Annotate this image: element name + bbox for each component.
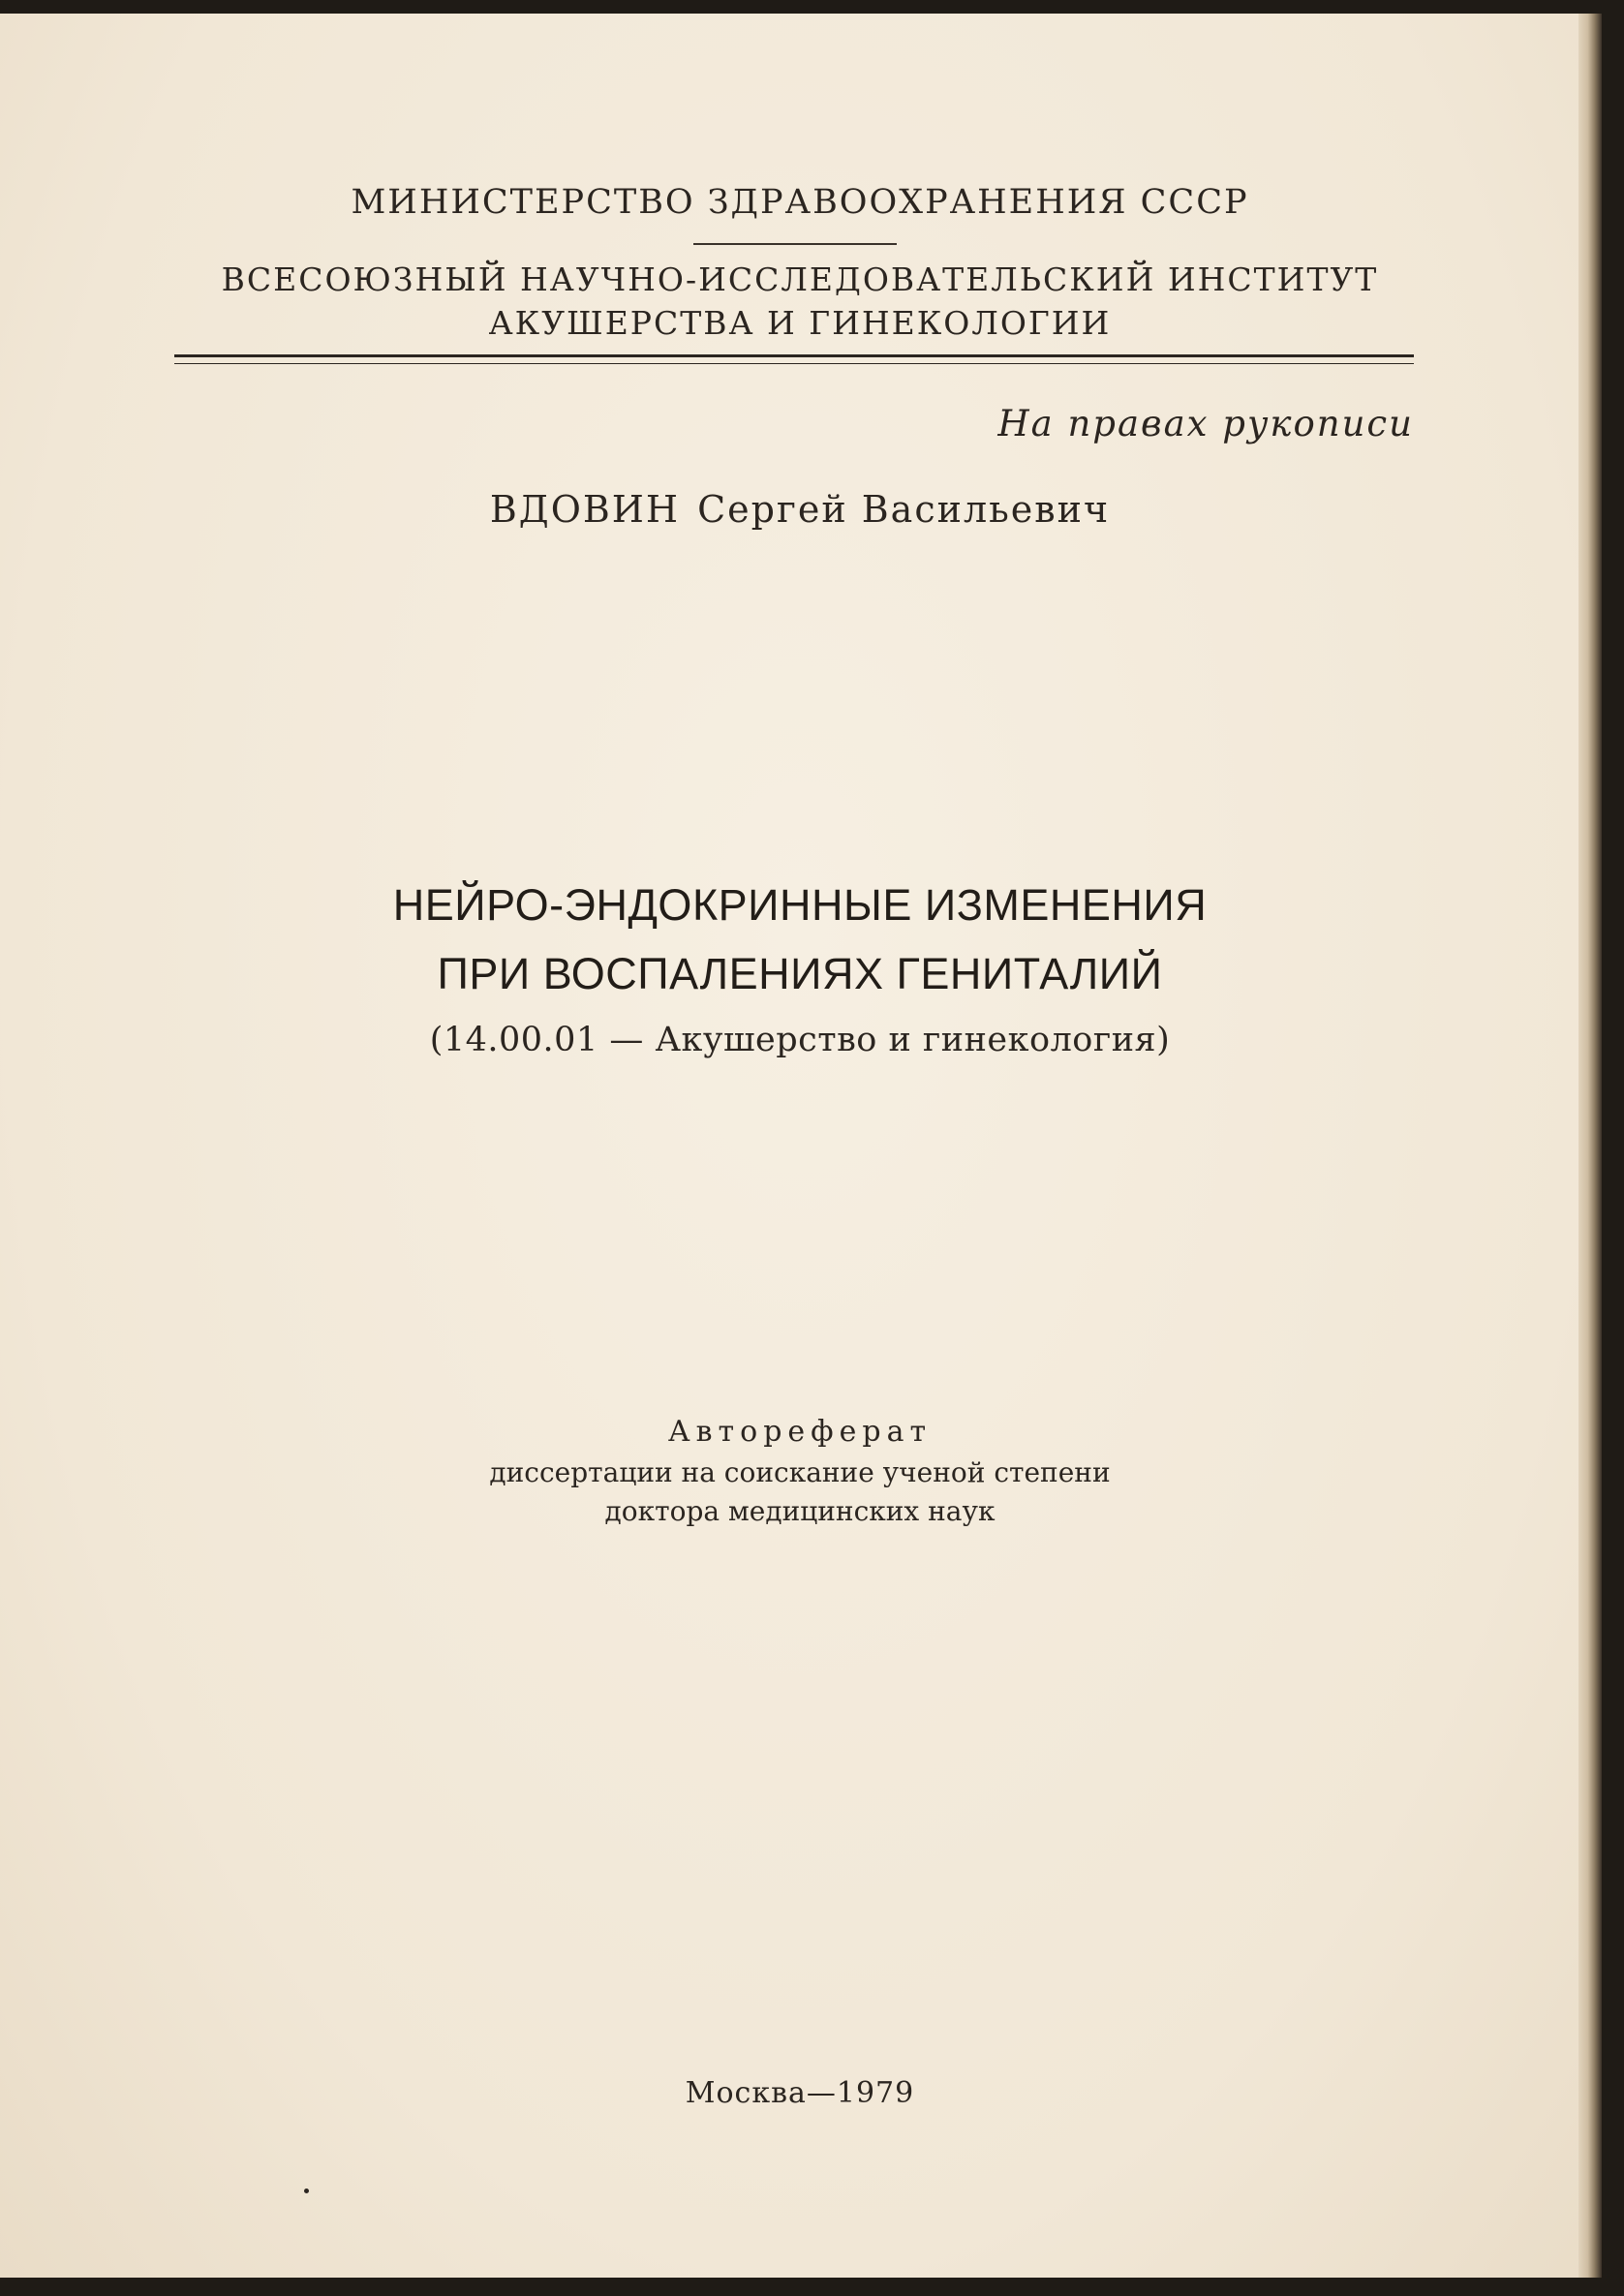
imprint-city-year: Москва—1979: [685, 2076, 915, 2110]
specialty-code: (14.00.01 — Акушерство и гинекология): [429, 1021, 1171, 1059]
ministry-heading: МИНИСТЕРСТВО ЗДРАВООХРАНЕНИЯ СССР: [351, 183, 1249, 222]
author-surname: ВДОВИН: [489, 488, 681, 531]
author-name: [0, 488, 1600, 531]
manuscript-note: На правах рукописи: [997, 403, 1414, 444]
header-rule-thin: [174, 363, 1414, 364]
abstract-degree-line-1: диссертации на соискание ученой степени: [489, 1456, 1111, 1488]
page-stack-edge: [1578, 14, 1602, 2278]
title-page: [0, 14, 1600, 2278]
institute-heading-line-2: АКУШЕРСТВА И ГИНЕКОЛОГИИ: [488, 304, 1112, 342]
dissertation-title-line-2: ПРИ ВОСПАЛЕНИЯХ ГЕНИТАЛИЙ: [437, 949, 1163, 998]
author-given-names: Сергей Васильевич: [697, 488, 1111, 531]
short-divider: [693, 243, 897, 245]
abstract-label: Автореферат: [667, 1415, 933, 1449]
abstract-degree-line-2: доктора медицинских наук: [604, 1495, 996, 1527]
print-speck: [304, 2189, 309, 2193]
dissertation-title-line-1: НЕЙРО-ЭНДОКРИННЫЕ ИЗМЕНЕНИЯ: [392, 880, 1208, 930]
institute-heading-line-1: ВСЕСОЮЗНЫЙ НАУЧНО-ИССЛЕДОВАТЕЛЬСКИЙ ИНСТИТУТ: [221, 260, 1379, 298]
header-rule-thick: [174, 354, 1414, 357]
